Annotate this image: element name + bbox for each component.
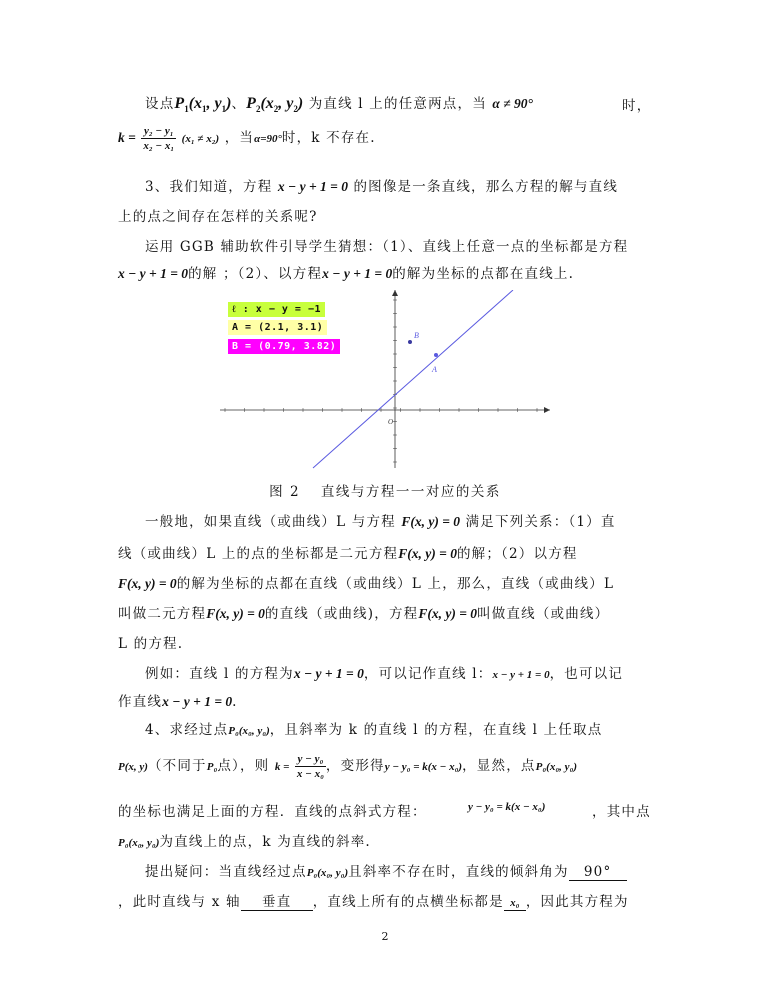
p7-line2: P(x, y)（不同于P₀点），则 k = $\frac{\text{y − y₀}}{\text{x − x₀}}$ ，变形得y − y₀ = k(x − x₀)，显然，点P₀(x₀, y₀) xyxy=(118,753,578,780)
formula-p1: $P_1(x_1$, $y_1$) xyxy=(174,95,232,115)
label-point-a: A = (2.1, 3.1) xyxy=(228,320,327,335)
formula-eq: x − y + 1 = 0 xyxy=(162,694,233,709)
formula-F: F(x, y) = 0 xyxy=(118,576,177,591)
point-a xyxy=(434,353,438,357)
formula-p2: $P_2(x_2$, $y_2$) xyxy=(246,95,304,115)
formula-F: F(x, y) = 0 xyxy=(401,514,461,529)
p6-line2: 作直线x − y + 1 = 0. xyxy=(118,694,238,710)
p7-line4: P₀(x₀, y₀)为直线上的点，k 为直线的斜率. xyxy=(118,834,371,850)
formula-eq: x − y + 1 = 0 xyxy=(322,266,393,281)
text: 时，k 不存在. xyxy=(281,130,376,146)
p8-line1: 提出疑问：当直线经过点P₀(x₀, y₀)且斜率不存在时，直线的倾斜角为 90° xyxy=(145,860,627,881)
p1-line1 xyxy=(145,92,533,114)
point-b-label: B xyxy=(414,331,419,340)
text: ，当 xyxy=(224,130,255,146)
x-axis-arrow xyxy=(544,407,550,413)
p5-line4: 叫做二元方程F(x, y) = 0的直线（或曲线)，方程F(x, y) = 0叫做直线（或曲线） xyxy=(118,606,610,622)
ggb-figure xyxy=(220,290,550,470)
formula-F: F(x, y) = 0 xyxy=(398,546,457,561)
formula-point-slope: y − y₀ = k(x − x₀) xyxy=(468,801,546,813)
text: 、 xyxy=(231,96,247,112)
p6-line1: 例如：直线 l 的方程为x − y + 1 = 0，可以记作直线 l：x − y + 1 = 0，也可以记 xyxy=(145,666,624,682)
formula-k: k = xyxy=(274,761,290,773)
p5-line2: 线（或曲线）L 上的点的坐标都是二元方程F(x, y) = 0的解；（2）以方程 xyxy=(118,546,578,562)
formula-cond: (x₁ ≠ x₂) xyxy=(181,133,220,145)
graph-line xyxy=(313,290,513,468)
formula-p0: P₀(x₀, y₀) xyxy=(228,725,270,737)
text: 设点 xyxy=(145,96,175,112)
point-a-label: A xyxy=(432,365,437,374)
p7-line3-eq xyxy=(468,798,545,814)
p8-line2: ，此时直线与 x 轴 垂直 ，直线上所有的点横坐标都是 x₀ ，因此其方程为 xyxy=(118,890,629,911)
formula-eq: x − y + 1 = 0 xyxy=(293,666,364,681)
formula-eq: x − y + 1 = 0 xyxy=(492,669,550,681)
p3-line1: 3、我们知道，方程 x − y + 1 = 0 的图像是一条直线，那么方程的解与直线 xyxy=(145,179,619,195)
formula-eq: x − y + 1 = 0 xyxy=(277,179,348,194)
p5-line5: L 的方程. xyxy=(118,636,184,652)
p5-line1: 一般地，如果直线（或曲线）L 与方程 F(x, y) = 0 满足下列关系：（1）直 xyxy=(145,514,616,530)
text: 为直线 l 上的任意两点，当 xyxy=(308,96,487,112)
formula-p0: P₀(x₀, y₀) xyxy=(118,837,160,849)
figure-caption: 图 2 直线与方程一一对应的关系 xyxy=(269,484,501,500)
point-b xyxy=(408,340,412,344)
formula-p0: P₀(x₀, y₀) xyxy=(306,867,349,879)
formula-point-slope: y − y₀ = k(x − x₀) xyxy=(384,761,463,773)
formula-alpha90: α=90° xyxy=(254,133,282,145)
formula-p0: P₀ xyxy=(206,761,218,773)
p1-line1-end: 时， xyxy=(622,98,652,114)
formula-eq: x − y + 1 = 0 xyxy=(118,266,189,281)
formula-F: F(x, y) = 0 xyxy=(418,606,478,621)
fraction: $\frac{\text{y₂ − y₁}}{\text{x₂ − x₁}}$ xyxy=(143,125,175,152)
p2-line xyxy=(118,124,376,153)
p7-line3: 的坐标也满足上面的方程．直线的点斜式方程： xyxy=(118,804,427,820)
label-line: ℓ : x − y = −1 xyxy=(228,302,325,317)
y-axis-arrow xyxy=(392,290,398,296)
formula-F: F(x, y) = 0 xyxy=(206,606,265,621)
p7-line3-end: ，其中点 xyxy=(592,804,651,820)
p7-line1: 4、求经过点P₀(x₀, y₀)，且斜率为 k 的直线 l 的方程，在直线 l 上任取点 xyxy=(145,722,603,738)
formula-k: k = xyxy=(118,130,136,145)
label-point-b: B = (0.79, 3.82) xyxy=(228,339,340,354)
formula-alpha: α ≠ 90° xyxy=(492,96,533,111)
answer-blank-angle: 90° xyxy=(569,864,627,881)
page-number: 2 xyxy=(381,930,389,943)
p5-line3: F(x, y) = 0的解为坐标的点都在直线（或曲线）L 上，那么，直线（或曲线）L xyxy=(118,576,615,592)
answer-blank-perpendicular: 垂直 xyxy=(241,890,313,911)
p3-line2: 上的点之间存在怎样的关系呢? xyxy=(118,209,318,225)
p4-line1: 运用 GGB 辅助软件引导学生猜想：（1）、直线上任意一点的坐标都是方程 xyxy=(145,239,629,255)
fraction: $\frac{\text{y − y₀}}{\text{x − x₀}}$ xyxy=(296,753,324,780)
formula-p: P(x, y) xyxy=(118,761,148,773)
formula-p0: P₀(x₀, y₀) xyxy=(535,761,578,773)
origin-label: O xyxy=(388,418,394,426)
p4-line2: x − y + 1 = 0的解 ；（2）、以方程x − y + 1 = 0的解为坐标的点都在直线上. xyxy=(118,266,575,282)
answer-blank-x0: x₀ xyxy=(504,894,526,911)
